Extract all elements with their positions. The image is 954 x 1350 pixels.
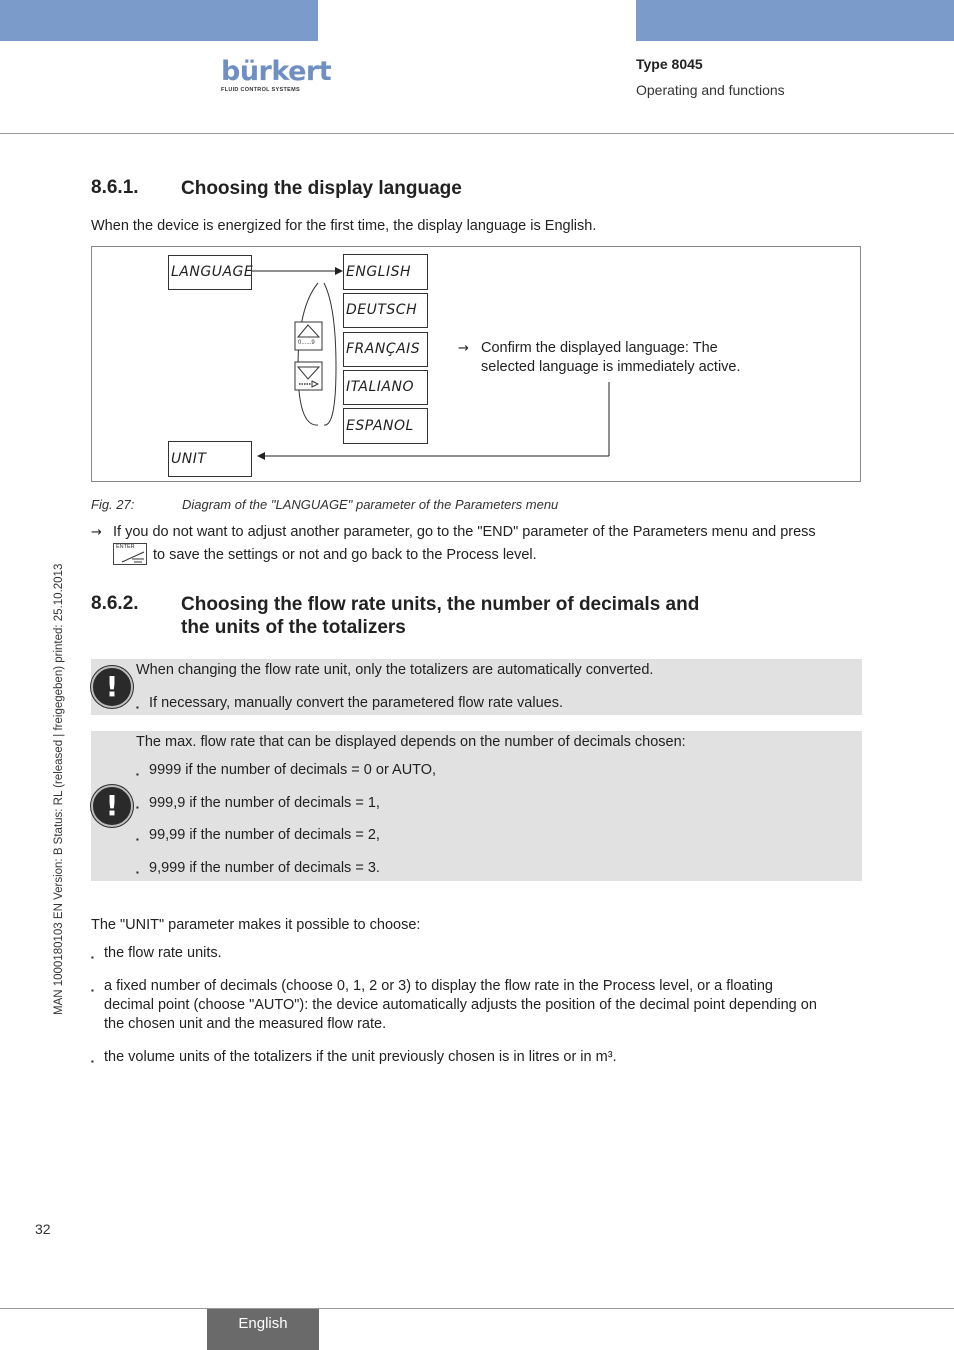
unit-bullet-continuation: the chosen unit and the measured flow rate.	[104, 1016, 387, 1032]
burkert-logo	[221, 56, 332, 93]
confirm-text-line2: selected language is immediately active.	[481, 359, 741, 375]
note-box-1	[91, 659, 862, 715]
bullet-marker: ▪	[91, 1057, 94, 1066]
bullet-marker: ▪	[91, 986, 94, 995]
unit-bullet	[91, 944, 222, 963]
unit-bullet-continuation: decimal point (choose "AUTO"): the device automatically adjusts the position of the decimal point depending on	[104, 997, 817, 1013]
language-diagram	[91, 246, 861, 482]
enter-key-symbol	[114, 544, 148, 566]
unit-bullet	[91, 977, 773, 996]
note2-bullet	[136, 761, 436, 780]
note2-bullet	[136, 826, 380, 845]
exclamation-icon: !	[91, 666, 133, 708]
confirm-arrow: →	[458, 341, 469, 356]
unit-bullet-text: the flow rate units.	[104, 945, 222, 961]
unit-bullet	[91, 1048, 617, 1067]
section1-number: 8.6.1.	[91, 177, 139, 198]
lcd-option-italiano: ITALIANO	[343, 370, 428, 405]
note2-bullet	[136, 859, 380, 878]
logo-wordmark: bürkert	[221, 56, 332, 87]
diagram-arrows	[92, 247, 862, 483]
figure-caption: Diagram of the "LANGUAGE" parameter of the Parameters menu	[182, 497, 559, 512]
note2-text: The max. flow rate that can be displayed depends on the number of decimals chosen:	[136, 734, 686, 750]
footer-rule	[0, 1308, 954, 1309]
instruction-arrow: →	[91, 525, 102, 540]
header-rule	[0, 133, 954, 134]
lcd-option-francais: FRANÇAIS	[343, 332, 428, 367]
instruction-text-line2: to save the settings or not and go back to the Process level.	[153, 547, 537, 563]
lcd-option-espanol: ESPANOL	[343, 408, 428, 444]
confirm-text-line1: Confirm the displayed language: The	[481, 340, 718, 356]
bullet-marker: ▪	[136, 835, 139, 844]
unit-bullet-text: the volume units of the totalizers if the unit previously chosen is in litres or in m³.	[104, 1049, 617, 1065]
note2-bullet-text: 99,99 if the number of decimals = 2,	[149, 827, 380, 843]
bullet-marker: ▪	[136, 868, 139, 877]
note2-bullet-text: 999,9 if the number of decimals = 1,	[149, 795, 380, 811]
enter-key-label: ENTER	[116, 544, 135, 550]
note1-text: When changing the flow rate unit, only the totalizers are automatically converted.	[136, 662, 654, 678]
bullet-marker: ▪	[136, 770, 139, 779]
bullet-marker: ▪	[91, 953, 94, 962]
document-meta-sidebar: MAN 1000180103 EN Version: B Status: RL (released | freigegeben) printed: 25.10.2013	[53, 563, 65, 1015]
unit-bullet-text: a fixed number of decimals (choose 0, 1, 2 or 3) to display the flow rate in the Process level, or a floating	[104, 978, 773, 994]
enter-key	[113, 543, 147, 565]
language-tab: English	[207, 1309, 319, 1350]
note2-bullet-text: 9999 if the number of decimals = 0 or AUTO,	[149, 762, 437, 778]
section1-intro: When the device is energized for the first time, the display language is English.	[91, 218, 597, 234]
bullet-marker: ▪	[136, 803, 139, 812]
section1-title: Choosing the display language	[181, 178, 462, 199]
lcd-unit: UNIT	[168, 441, 252, 477]
note1-bullet-text: If necessary, manually convert the parametered flow rate values.	[149, 695, 563, 711]
header-bar-left	[0, 0, 318, 41]
section2-title-line1: Choosing the flow rate units, the number of decimals and	[181, 594, 700, 615]
header-bar-right	[636, 0, 954, 41]
note2-bullet	[136, 794, 380, 813]
instruction-text-line1: If you do not want to adjust another parameter, go to the "END" parameter of the Parameters menu and press	[113, 524, 816, 540]
key-up-label: 0......9	[298, 340, 315, 346]
exclamation-icon: !	[91, 785, 133, 827]
lcd-option-english: ENGLISH	[343, 254, 428, 290]
note-box-2	[91, 731, 862, 881]
section2-title-line2: the units of the totalizers	[181, 617, 406, 638]
logo-tagline: FLUID CONTROL SYSTEMS	[221, 87, 300, 93]
document-subtitle: Operating and functions	[636, 82, 785, 98]
lcd-option-deutsch: DEUTSCH	[343, 293, 428, 328]
document-type: Type 8045	[636, 56, 703, 72]
note1-bullet	[136, 694, 563, 713]
bullet-marker: ▪	[136, 703, 139, 712]
note2-bullet-text: 9,999 if the number of decimals = 3.	[149, 860, 380, 876]
unit-intro: The "UNIT" parameter makes it possible to choose:	[91, 917, 421, 933]
figure-label: Fig. 27:	[91, 497, 135, 512]
section2-number: 8.6.2.	[91, 593, 139, 614]
enter-key-icon	[113, 543, 147, 565]
page-number: 32	[35, 1221, 51, 1237]
lcd-language: LANGUAGE	[168, 255, 252, 290]
